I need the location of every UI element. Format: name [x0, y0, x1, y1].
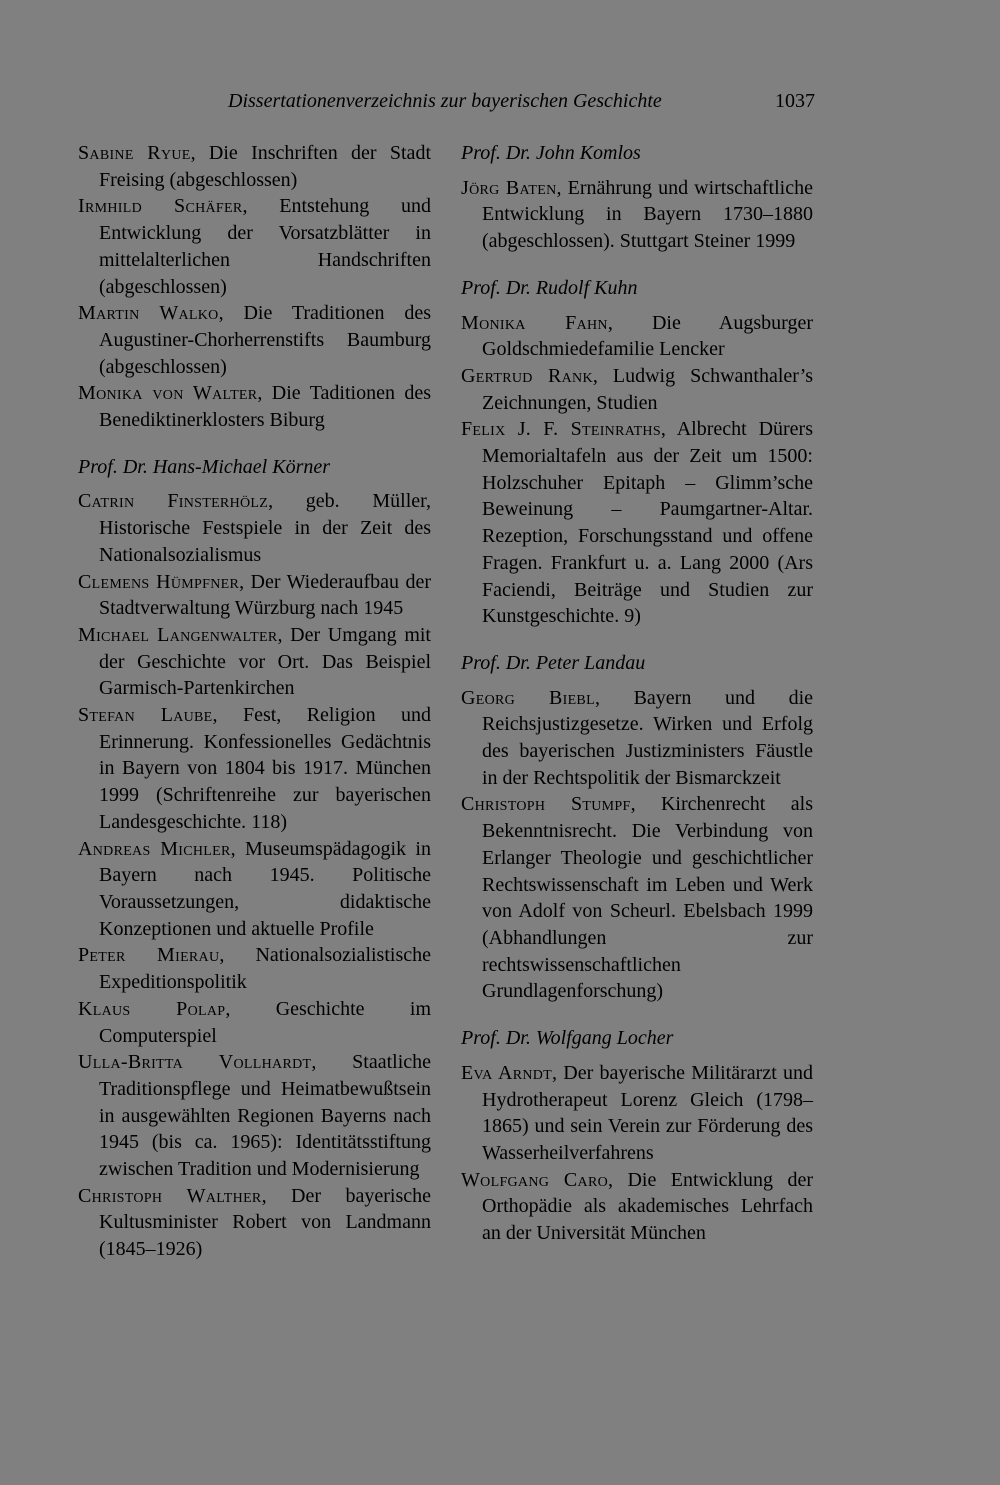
dissertation-entry: [78, 193, 431, 300]
dissertation-entry: [78, 702, 431, 836]
entry-author: Irmhild Schäfer: [78, 195, 243, 218]
entry-author: Wolfgang Caro: [461, 1168, 609, 1191]
entry-group: [461, 650, 813, 1005]
professor-heading: Prof. Dr. Wolfgang Locher: [461, 1027, 674, 1050]
entry-group: [461, 275, 813, 630]
entry-author: Georg Biebl: [461, 686, 595, 709]
dissertation-entry: [78, 488, 431, 568]
dissertation-entry: [78, 942, 431, 995]
entry-text: , Die Taditionen des Benediktinerklosters Biburg: [99, 382, 431, 432]
entry-text: , Der Umgang mit der Geschichte vor Ort. Das Beispiel Garmisch-Partenkirchen: [99, 623, 431, 700]
entry-author: Andreas Michler: [78, 837, 231, 860]
running-title: Dissertationenverzeichnis zur bayerischen Geschichte: [228, 90, 662, 112]
dissertation-entry: [461, 1167, 813, 1247]
dissertation-entry: [461, 1060, 813, 1167]
entry-text: , Der bayerische Militärarzt und Hydrotherapeut Lorenz Gleich (1798–1865) und sein Verein zur Förderung des Wasserheilverfahrens: [482, 1061, 813, 1164]
entry-author: Gertrud Rank: [461, 364, 593, 387]
entry-author: Peter Mierau: [78, 944, 220, 967]
professor-heading: Prof. Dr. Peter Landau: [461, 651, 646, 674]
entry-author: Stefan Laube: [78, 704, 213, 727]
entry-text: , Der Wiederaufbau der Stadtverwaltung Würzburg nach 1945: [99, 570, 431, 620]
entry-text: , Die Augsburger Goldschmiedefamilie Lencker: [482, 311, 813, 361]
professor-heading: Prof. Dr. Rudolf Kuhn: [461, 276, 638, 299]
entry-text: , Nationalsozialistische Expeditionspolitik: [99, 944, 431, 994]
entry-text: , Kirchenrecht als Bekenntnisrecht. Die Verbindung von Erlanger Theologie und geschichtlicher Rechtswissenschaft im Leben und Werk von Adolf von Scheurl. Ebelsbach 1999 (Abhandlungen zur rechtswissenschaftlichen Grundlagenforschung): [482, 793, 813, 1003]
entry-text: , Staatliche Traditionspflege und Heimatbewußtsein in ausgewählten Regionen Bayerns nach 1945 (bis ca. 1965): Identitätsstiftung zwischen Tradition und Modernisierung: [99, 1051, 431, 1181]
entry-text: , Die Inschriften der Stadt Freising (abgeschlossen): [99, 142, 431, 191]
entry-text: , geb. Müller, Historische Festspiele in der Zeit des Nationalsozialismus: [99, 490, 431, 566]
entry-text: , Fest, Religion und Erinnerung. Konfessionelles Gedächtnis in Bayern von 1804 bis 1917. München 1999 (Schriftenreihe zur bayerischen Landesgeschichte. 118): [99, 704, 432, 833]
entry-text: , Entstehung und Entwicklung der Vorsatzblätter in mittelalterlichen Handschriften (abgeschlossen): [99, 195, 431, 298]
dissertation-entry: [461, 363, 813, 416]
entry-text: , Albrecht Dürers Memorialtafeln aus der Zeit um 1500: Holzschuher Epitaph – Glimm’sche Beweinung – Paumgartner-Altar. Rezeption, Forschungsstand und offene Fragen. Frankfurt u. a. Lang 2000 (Ars Faciendi, Beiträge und Studien zur Kunstgeschichte. 9): [482, 418, 813, 628]
left-column: [78, 140, 431, 1263]
dissertation-entry: [78, 622, 431, 702]
entry-author: Catrin Finsterhölz: [78, 490, 269, 513]
entry-text: , Museumspädagogik in Bayern nach 1945. Politische Voraussetzungen, didaktische Konzeptionen und aktuelle Profile: [99, 837, 431, 940]
entry-author: Monika von Walter: [78, 382, 258, 405]
running-header: [78, 88, 815, 114]
dissertation-entry: [78, 1183, 431, 1263]
entry-group: [78, 454, 431, 1263]
entry-text: , Ernährung und wirtschaftliche Entwicklung in Bayern 1730–1880 (abgeschlossen). Stuttgart Steiner 1999: [482, 176, 813, 253]
entry-text: , Ludwig Schwanthaler’s Zeichnungen, Studien: [482, 364, 814, 414]
entry-author: Martin Walko: [78, 302, 219, 325]
entry-author: Clemens Hümpfner: [78, 570, 240, 593]
professor-heading: Prof. Dr. Hans-Michael Körner: [78, 455, 331, 478]
dissertation-entry: [78, 140, 431, 193]
entry-author: Klaus Polap: [78, 997, 226, 1020]
dissertation-entry: [78, 836, 431, 943]
entry-text: , Der bayerische Kultusminister Robert von Landmann (1845–1926): [99, 1184, 431, 1261]
entry-text: , Bayern und die Reichsjustizgesetze. Wirken und Erfolg des bayerischen Justizministers Fäustle in der Rechtspolitik der Bismarckzeit: [482, 686, 813, 789]
entry-group: [461, 1025, 813, 1247]
entry-author: Sabine Ryue: [78, 142, 191, 164]
entry-text: , Die Traditionen des Augustiner-Chorherrenstifts Baumburg (abgeschlossen): [99, 302, 431, 378]
dissertation-entry: [461, 685, 813, 792]
entry-author: Jörg Baten: [461, 176, 557, 199]
entry-author: Christoph Stumpf: [461, 793, 631, 816]
dissertation-entry: [461, 791, 813, 1005]
dissertation-entry: [78, 996, 431, 1049]
dissertation-entry: [78, 1049, 431, 1183]
entry-author: Felix J. F. Steinraths: [461, 418, 661, 441]
entry-text: , Geschichte im Computerspiel: [99, 997, 432, 1047]
entry-author: Michael Langenwalter: [78, 623, 278, 646]
dissertation-entry: [78, 380, 431, 433]
entry-text: , Die Entwicklung der Orthopädie als akademisches Lehrfach an der Universität München: [482, 1168, 813, 1245]
entry-author: Christoph Walther: [78, 1184, 262, 1207]
dissertation-entry: [78, 569, 431, 622]
page-number: 1037: [775, 90, 815, 112]
entry-author: Ulla-Britta Vollhardt: [78, 1051, 312, 1074]
right-column: [461, 140, 813, 1247]
dissertation-entry: [78, 300, 431, 380]
dissertation-entry: [461, 310, 813, 363]
dissertation-entry: [461, 416, 813, 630]
entry-author: Eva Arndt: [461, 1061, 553, 1084]
professor-heading: Prof. Dr. John Komlos: [461, 142, 641, 164]
entry-group: [461, 140, 813, 255]
entry-author: Monika Fahn: [461, 311, 608, 334]
dissertation-entry: [461, 175, 813, 255]
entry-group: [78, 140, 431, 434]
